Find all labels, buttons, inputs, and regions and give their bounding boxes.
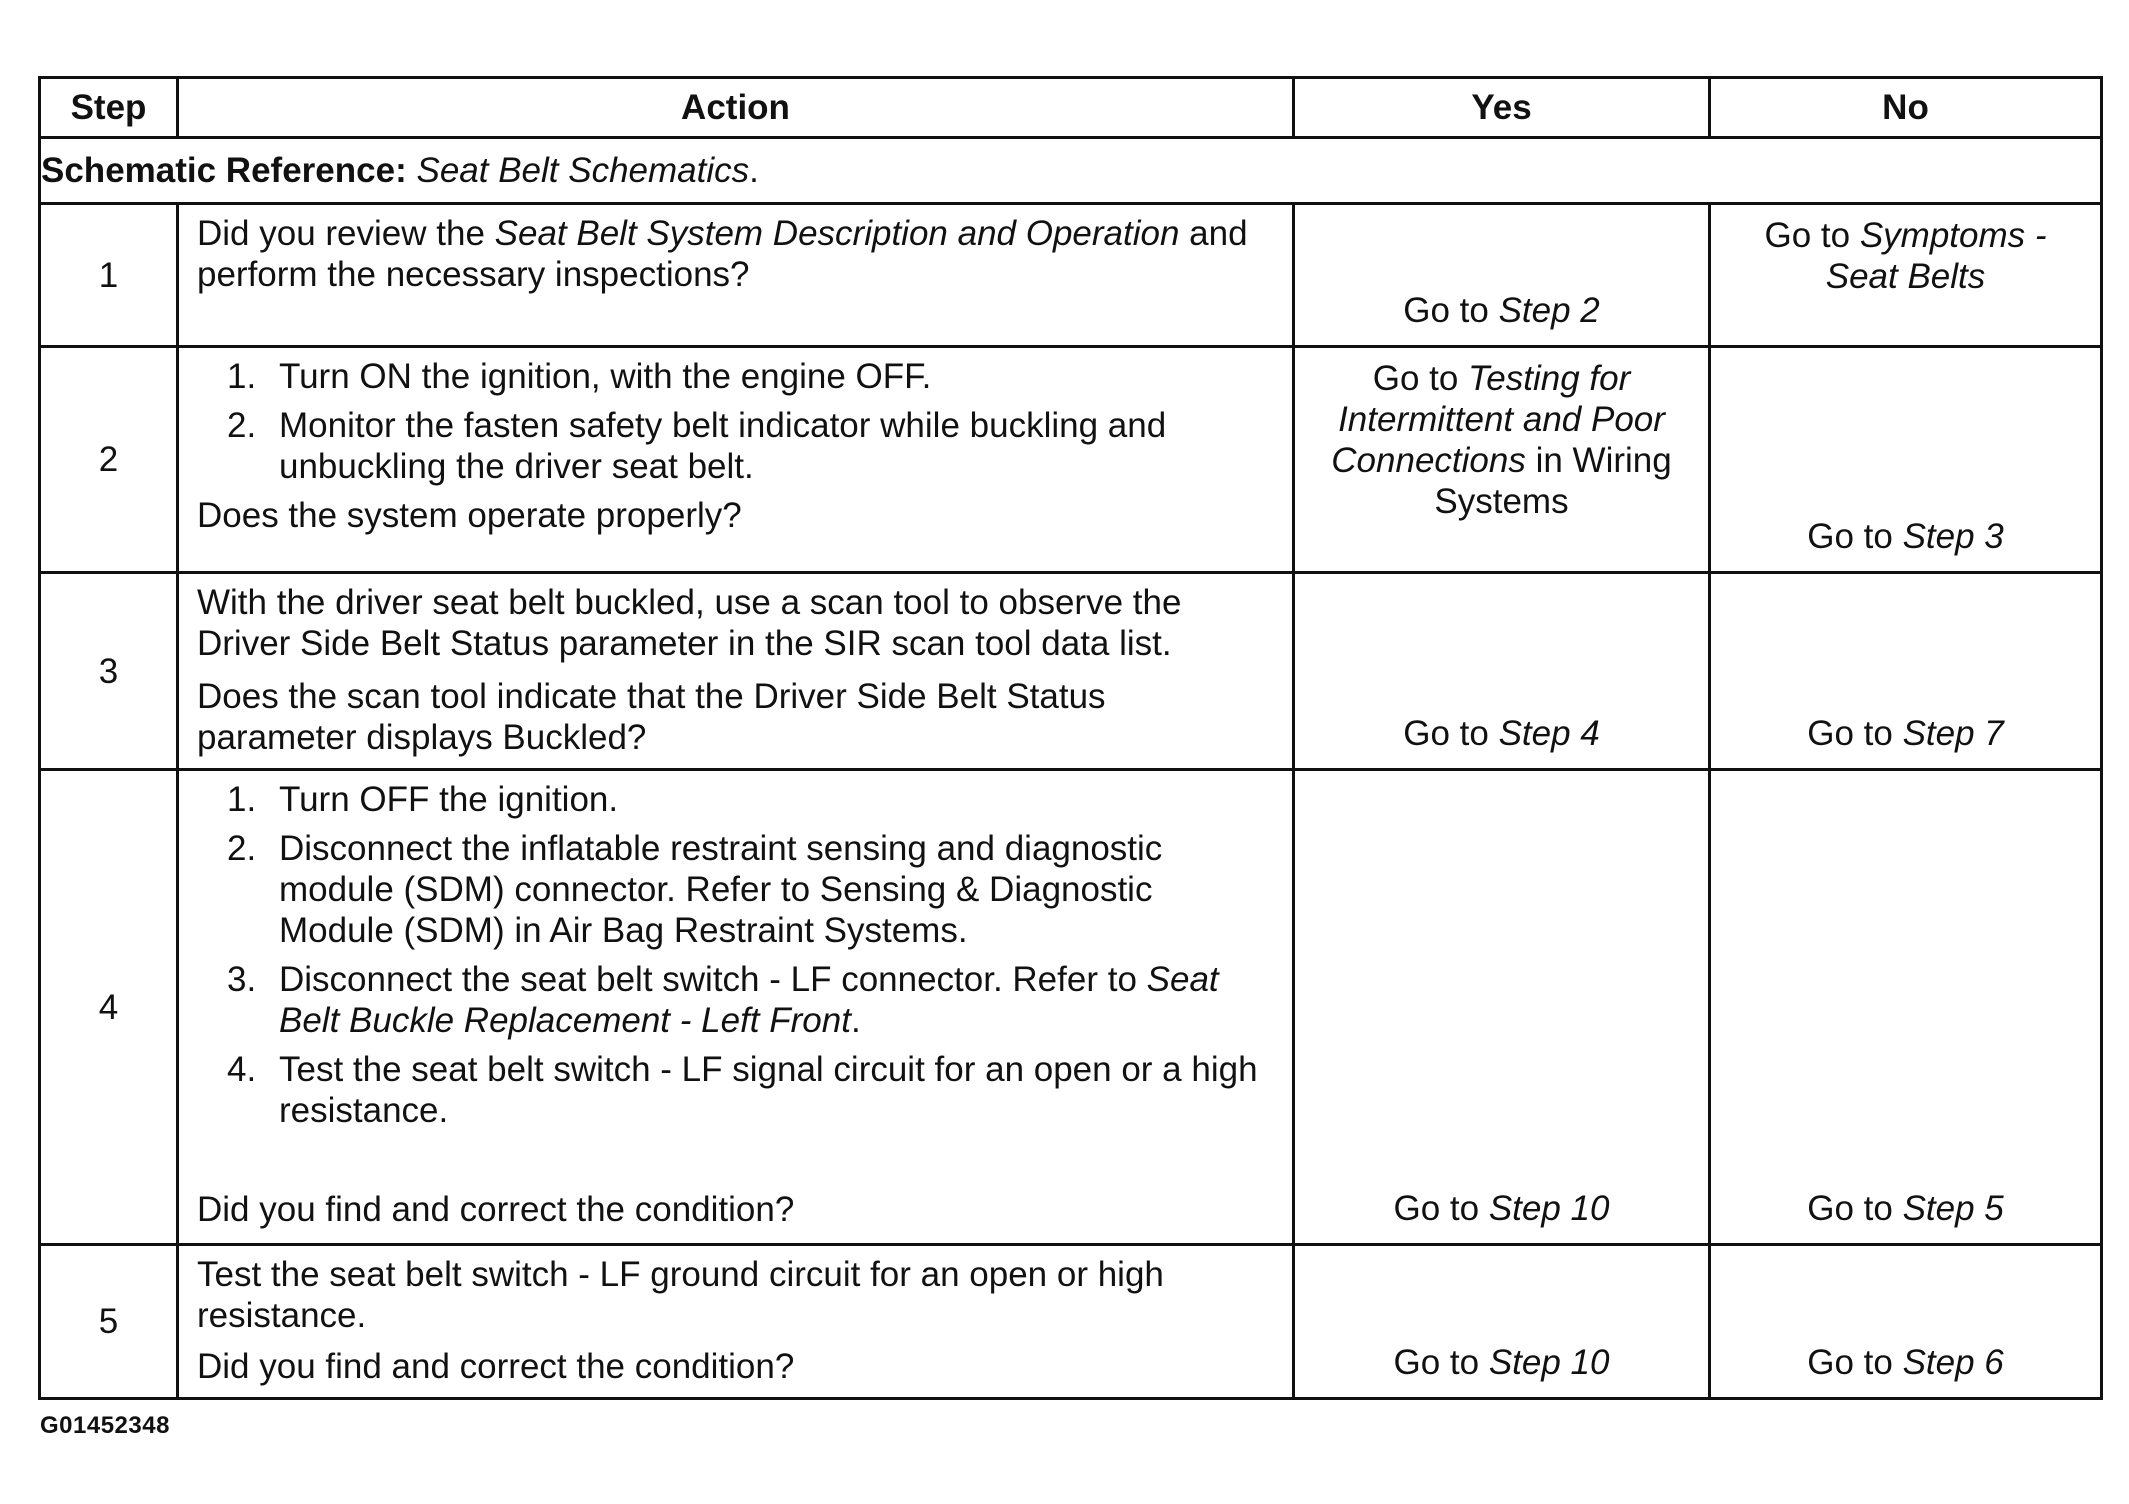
goto-prefix: Go to [1764,216,1860,255]
no-cell [1710,573,2102,770]
schematic-reference [40,138,2102,204]
yes-cell [1294,204,1710,347]
header-no: No [1710,78,2102,138]
item-number: 1. [227,780,257,819]
header-action: Action [178,78,1294,138]
item-number: 4. [227,1050,257,1089]
goto-link[interactable]: Step 3 [1902,517,2004,556]
figure-code: G01452348 [40,1412,170,1439]
goto-link[interactable]: Step 7 [1902,714,2004,753]
schematic-label: Schematic Reference: [41,151,407,190]
goto-prefix: Go to [1807,517,1903,556]
goto-prefix: Go to [1807,714,1903,753]
goto-prefix: Go to [1372,359,1469,398]
item-text: Disconnect the seat belt switch - LF connector. Refer to [279,960,1147,999]
question-text: Did you find and correct the condition? [197,1190,795,1229]
question-text: Does the scan tool indicate that the Driver Side Belt Status parameter displays Buckled? [197,677,1106,757]
item-text-end: . [850,1001,861,1040]
list-item [197,779,1274,820]
header-yes: Yes [1294,78,1710,138]
no-cell [1710,1245,2102,1399]
step-number: 3 [40,573,178,770]
yes-cell [1294,1245,1710,1399]
schematic-link[interactable]: Seat Belt Schematics [416,151,750,190]
schematic-row [40,138,2102,204]
list-item [197,828,1274,951]
step-number: 4 [40,770,178,1245]
goto-suffix: in Wiring Systems [1434,441,1672,521]
item-text: Monitor the fasten safety belt indicator while buckling and unbuckling the driver seat belt. [279,406,1167,486]
item-ref-link[interactable]: Seat Belt Buckle Replacement - Left Front [279,960,1219,1040]
no-cell [1710,347,2102,573]
goto-prefix: Go to [1403,291,1499,330]
goto-link[interactable]: Step 10 [1488,1189,1610,1228]
action-text: With the driver seat belt buckled, use a scan tool to observe the Driver Side Belt Status parameter in the SIR scan tool data list. [197,583,1182,663]
no-goto [1711,516,2100,557]
no-goto [1711,713,2100,754]
goto-link[interactable]: Step 5 [1902,1189,2004,1228]
action-cell [178,770,1294,1245]
no-cell [1710,770,2102,1245]
item-number: 2. [227,829,257,868]
action-ref-link[interactable]: Seat Belt System Description and Operation [494,214,1180,253]
list-item [197,356,1274,397]
action-text: Did you review the [197,214,495,253]
yes-goto [1295,290,1708,331]
no-goto [1711,215,2100,297]
no-goto [1711,1188,2100,1229]
list-item [197,405,1274,487]
table-row-step-4 [40,770,2102,1245]
goto-prefix: Go to [1393,1343,1489,1382]
question-text: Did you find and correct the condition? [197,1347,795,1386]
goto-link[interactable]: Step 2 [1498,291,1600,330]
yes-goto [1295,713,1708,754]
goto-prefix: Go to [1393,1189,1489,1228]
action-cell [178,1245,1294,1399]
goto-link[interactable]: Symptoms - Seat Belts [1825,216,2047,296]
spacer [197,1139,1274,1189]
goto-prefix: Go to [1403,714,1499,753]
list-item [197,1049,1274,1131]
table-row-step-2 [40,347,2102,573]
item-number: 2. [227,406,257,445]
step-number: 1 [40,204,178,347]
action-cell [178,347,1294,573]
table-row-step-3 [40,573,2102,770]
item-number: 3. [227,960,257,999]
yes-goto [1295,1188,1708,1229]
goto-prefix: Go to [1807,1343,1903,1382]
goto-link[interactable]: Step 4 [1498,714,1600,753]
item-text: Test the seat belt switch - LF signal circuit for an open or a high resistance. [279,1050,1258,1130]
action-text: and perform the necessary inspections? [197,214,1248,294]
table-row-step-1 [40,204,2102,347]
yes-cell [1294,573,1710,770]
item-number: 1. [227,357,257,396]
goto-link[interactable]: Step 6 [1902,1343,2004,1382]
step-number: 5 [40,1245,178,1399]
procedure-list [197,779,1274,1131]
question-text: Does the system operate properly? [197,496,742,535]
action-cell [178,573,1294,770]
schematic-end: . [749,151,759,190]
procedure-list [197,356,1274,487]
header-row [40,78,2102,138]
header-step: Step [40,78,178,138]
table-row-step-5 [40,1245,2102,1399]
goto-link[interactable]: Testing for Intermittent and Poor Connections [1331,359,1665,480]
action-cell [178,204,1294,347]
no-cell [1710,204,2102,347]
goto-prefix: Go to [1807,1189,1903,1228]
step-number: 2 [40,347,178,573]
item-text: Turn ON the ignition, with the engine OFF. [279,357,932,396]
item-text: Turn OFF the ignition. [279,780,619,819]
yes-goto [1295,1342,1708,1383]
yes-cell [1294,347,1710,573]
diagnostic-table [38,76,2103,1400]
yes-cell [1294,770,1710,1245]
goto-link[interactable]: Step 10 [1488,1343,1610,1382]
yes-goto [1295,358,1708,522]
list-item [197,959,1274,1041]
no-goto [1711,1342,2100,1383]
item-text: Disconnect the inflatable restraint sensing and diagnostic module (SDM) connector. Refer to Sensing & Diagnostic Module (SDM) in Air Bag Restraint Systems. [279,829,1163,950]
action-text: Test the seat belt switch - LF ground circuit for an open or high resistance. [197,1255,1164,1335]
